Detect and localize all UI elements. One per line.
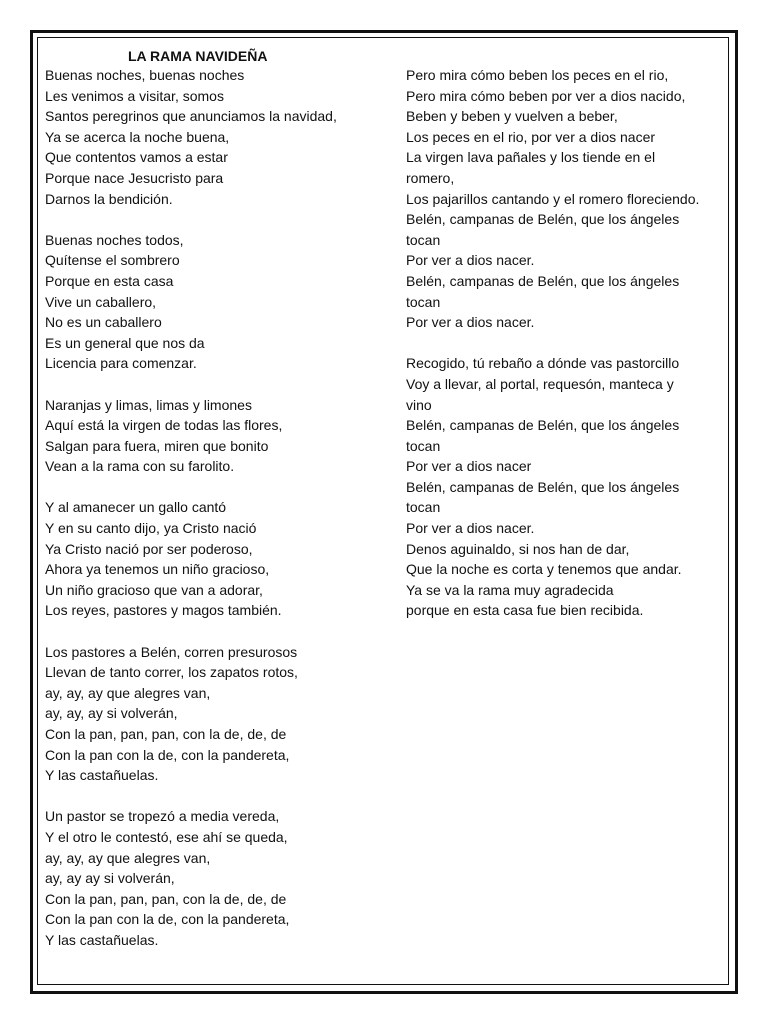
lyric-line: Por ver a dios nacer. [406, 314, 535, 331]
lyric-line: No es un caballero [45, 314, 162, 331]
lyrics-right-column [406, 65, 724, 621]
stanza-break [45, 621, 395, 642]
lyric-line: tocan [406, 437, 441, 454]
lyric-line: Ya Cristo nació por ser poderoso, [45, 540, 253, 557]
lyric-line: Vean a la rama con su farolito. [45, 458, 235, 475]
lyric-line: vino [406, 396, 432, 413]
lyric-line: porque en esta casa fue bien recibida. [406, 602, 644, 619]
lyric-line: Quítense el sombrero [45, 252, 180, 269]
lyric-line: Ahora ya tenemos un niño gracioso, [45, 561, 270, 578]
lyric-line: Porque en esta casa [45, 272, 174, 289]
lyric-line: ay, ay, ay que alegres van, [45, 849, 211, 866]
lyric-line: Denos aguinaldo, si nos han de dar, [406, 540, 630, 557]
lyric-line: Y las castañuelas. [45, 767, 159, 784]
lyric-line: Salgan para fuera, miren que bonito [45, 437, 269, 454]
lyric-line: Con la pan, pan, pan, con la de, de, de [45, 890, 287, 907]
lyric-line: ay, ay, ay que alegres van, [45, 684, 211, 701]
lyric-line: Ya se acerca la noche buena, [45, 128, 230, 145]
stanza-break [45, 477, 395, 498]
lyric-line: Llevan de tanto correr, los zapatos rotos, [45, 664, 298, 681]
lyric-line: Por ver a dios nacer. [406, 520, 535, 537]
lyric-line: Los peces en el rio, por ver a dios nacer [406, 128, 656, 145]
lyric-line: Recogido, tú rebaño a dónde vas pastorcillo [406, 355, 680, 372]
lyric-line: tocan [406, 293, 441, 310]
lyric-line: Voy a llevar, al portal, requesón, manteca y [406, 375, 674, 392]
lyric-line: Un pastor se tropezó a media vereda, [45, 808, 280, 825]
lyric-line: tocan [406, 499, 441, 516]
lyric-line: Beben y beben y vuelven a beber, [406, 108, 618, 125]
lyric-line: Porque nace Jesucristo para [45, 169, 224, 186]
lyric-line: Licencia para comenzar. [45, 355, 197, 372]
lyric-line: Les venimos a visitar, somos [45, 87, 224, 104]
lyric-line: Aquí está la virgen de todas las flores, [45, 417, 283, 434]
lyric-line: Y en su canto dijo, ya Cristo nació [45, 520, 257, 537]
lyric-line: Pero mira cómo beben por ver a dios nacido, [406, 87, 686, 104]
lyric-line: Por ver a dios nacer [406, 458, 532, 475]
lyric-line: Santos peregrinos que anunciamos la navidad, [45, 108, 337, 125]
lyric-line: Los reyes, pastores y magos también. [45, 602, 282, 619]
lyric-line: Un niño gracioso que van a adorar, [45, 581, 263, 598]
stanza-break [406, 333, 724, 354]
lyric-line: Con la pan con la de, con la pandereta, [45, 911, 290, 928]
lyric-line: Darnos la bendición. [45, 190, 173, 207]
lyric-line: Naranjas y limas, limas y limones [45, 396, 252, 413]
lyric-line: Belén, campanas de Belén, que los ángeles [406, 272, 680, 289]
lyric-line: Belén, campanas de Belén, que los ángeles [406, 211, 680, 228]
lyric-line: Pero mira cómo beben los peces en el rio, [406, 67, 669, 83]
lyric-line: Y al amanecer un gallo cantó [45, 499, 227, 516]
lyric-line: Y el otro le contestó, ese ahí se queda, [45, 828, 288, 845]
lyric-line: Con la pan, pan, pan, con la de, de, de [45, 726, 287, 742]
lyric-line: Vive un caballero, [45, 293, 157, 310]
lyric-line: ay, ay, ay si volverán, [45, 705, 178, 722]
lyric-line: La virgen lava pañales y los tiende en el [406, 149, 656, 166]
document-title: LA RAMA NAVIDEÑA [128, 48, 268, 64]
lyric-line: Con la pan con la de, con la pandereta, [45, 746, 290, 763]
lyric-line: tocan [406, 231, 441, 248]
lyrics-left-column [45, 65, 395, 951]
lyric-line: Belén, campanas de Belén, que los ángeles [406, 478, 680, 495]
lyric-line: Que la noche es corta y tenemos que andar. [406, 561, 682, 578]
lyric-line: romero, [406, 169, 455, 186]
lyric-line: Buenas noches todos, [45, 231, 184, 248]
stanza-break [45, 374, 395, 395]
lyric-line: Es un general que nos da [45, 334, 205, 351]
lyric-line: Los pastores a Belén, corren presurosos [45, 643, 298, 660]
lyric-line: Belén, campanas de Belén, que los ángeles [406, 417, 680, 434]
lyric-line: ay, ay ay si volverán, [45, 870, 175, 887]
lyric-line: Por ver a dios nacer. [406, 252, 535, 269]
stanza-break [45, 209, 395, 230]
lyric-line: Los pajarillos cantando y el romero floreciendo. [406, 190, 700, 207]
lyric-line: Y las castañuelas. [45, 931, 159, 948]
lyric-line: Ya se va la rama muy agradecida [406, 581, 614, 598]
lyric-line: Buenas noches, buenas noches [45, 67, 245, 83]
lyric-line: Que contentos vamos a estar [45, 149, 228, 166]
stanza-break [45, 786, 395, 807]
